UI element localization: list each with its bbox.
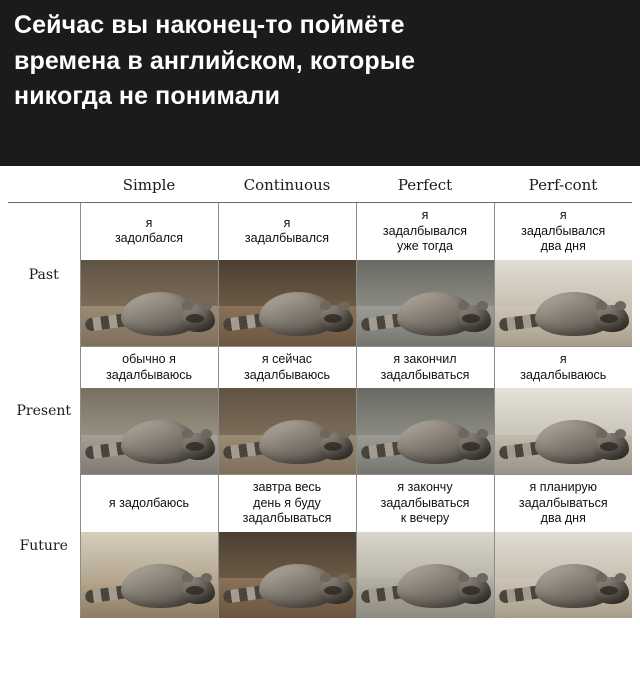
raccoon-ear-right xyxy=(339,301,350,310)
cell-text-line: я планирую xyxy=(529,480,598,495)
cell-past-perfect xyxy=(356,203,494,260)
table-row xyxy=(8,346,632,388)
raccoon-ear-left xyxy=(458,573,469,582)
photo-future-simple xyxy=(81,532,218,618)
cell-text-line: задалбываюсь xyxy=(106,367,192,382)
cell-text-line: я xyxy=(559,351,567,366)
cell-text-line: задалбывался xyxy=(521,223,606,238)
cell-text-line: я закончу xyxy=(397,480,453,495)
banner-line-2: времена в английском, которые xyxy=(14,46,416,75)
raccoon-ear-right xyxy=(477,301,488,310)
column-header-perfect: Perfect xyxy=(356,166,494,203)
raccoon-ear-right xyxy=(477,429,488,438)
raccoon-ear-left xyxy=(596,301,607,310)
raccoon-face-mask xyxy=(600,586,618,595)
photo-cell-past-perfect xyxy=(356,260,494,347)
raccoon-ear-right xyxy=(339,429,350,438)
cell-text-line: задалбываюсь xyxy=(520,367,607,382)
cell-text-line: два дня xyxy=(540,511,586,526)
raccoon-face-mask xyxy=(324,586,342,595)
cell-present-perfect xyxy=(356,346,494,388)
raccoon-ear-right xyxy=(201,301,212,310)
cell-text-line: завтра весь xyxy=(252,480,322,495)
cell-past-perf-cont xyxy=(494,203,632,260)
cell-text-line: задалбывался xyxy=(244,231,330,246)
row-header-present: Present xyxy=(8,346,80,474)
photo-present-simple xyxy=(81,388,218,474)
banner-line-1: Сейчас вы наконец-то поймёте xyxy=(14,11,405,39)
photo-cell-present-continuous xyxy=(218,388,356,475)
raccoon-face-mask xyxy=(186,586,204,595)
cell-text-line: задалбываться xyxy=(380,495,470,510)
raccoon-ear-right xyxy=(615,573,626,582)
photo-cell-past-perf-cont xyxy=(494,260,632,347)
photo-future-perfect xyxy=(357,532,494,618)
row-header-future: Future xyxy=(8,475,80,618)
cell-text-line: задалбываться xyxy=(242,511,332,526)
cell-text-line: я сейчас xyxy=(261,351,313,366)
banner xyxy=(0,0,640,166)
cell-present-perf-cont xyxy=(494,346,632,388)
raccoon-face-mask xyxy=(462,314,480,323)
photo-past-continuous xyxy=(219,260,356,346)
raccoon-ear-left xyxy=(458,301,469,310)
raccoon-ear-right xyxy=(339,573,350,582)
cell-text-line: я xyxy=(421,208,429,222)
table-row xyxy=(8,203,632,260)
cell-future-simple xyxy=(80,475,218,532)
raccoon-ear-left xyxy=(182,301,193,310)
photo-cell-future-simple xyxy=(80,532,218,618)
cell-text-line: я закончил xyxy=(393,351,457,366)
tense-table xyxy=(8,166,632,618)
cell-past-continuous xyxy=(218,203,356,260)
cell-future-perf-cont xyxy=(494,475,632,532)
cell-text-line: два дня xyxy=(540,239,586,254)
tense-table-body xyxy=(8,166,632,618)
raccoon-ear-right xyxy=(201,573,212,582)
photo-past-simple xyxy=(81,260,218,346)
raccoon-ear-right xyxy=(615,429,626,438)
raccoon-ear-left xyxy=(458,429,469,438)
cell-text-line: я xyxy=(145,215,153,230)
raccoon-ear-left xyxy=(320,301,331,310)
raccoon-face-mask xyxy=(186,314,204,323)
photo-future-continuous xyxy=(219,532,356,618)
raccoon-ear-right xyxy=(477,573,488,582)
table-corner-cell xyxy=(8,166,80,203)
column-header-simple: Simple xyxy=(80,166,218,203)
photo-present-continuous xyxy=(219,388,356,474)
row-header-past: Past xyxy=(8,203,80,347)
cell-present-simple xyxy=(80,346,218,388)
raccoon-ear-right xyxy=(201,429,212,438)
column-header-perf-cont: Perf-cont xyxy=(494,166,632,203)
raccoon-ear-left xyxy=(182,573,193,582)
cell-text-line: я xyxy=(283,215,291,230)
raccoon-face-mask xyxy=(324,314,342,323)
cell-text-line: день я буду xyxy=(253,495,321,510)
table-row xyxy=(8,475,632,532)
cell-present-continuous xyxy=(218,346,356,388)
raccoon-ear-left xyxy=(596,573,607,582)
cell-text-line: задалбываться xyxy=(518,495,608,510)
cell-text-line: обычно я xyxy=(122,351,176,366)
raccoon-face-mask xyxy=(600,442,618,451)
photo-past-perfect-continuous xyxy=(495,260,633,346)
table-photo-row xyxy=(8,388,632,475)
table-header-row xyxy=(8,166,632,203)
photo-present-perfect xyxy=(357,388,494,474)
raccoon-ear-left xyxy=(596,429,607,438)
raccoon-face-mask xyxy=(600,314,618,323)
photo-future-perfect-continuous xyxy=(495,532,633,618)
raccoon-ear-left xyxy=(320,573,331,582)
cell-future-perfect xyxy=(356,475,494,532)
photo-cell-present-simple xyxy=(80,388,218,475)
cell-text-line: уже тогда xyxy=(397,239,453,254)
photo-cell-future-perfect xyxy=(356,532,494,618)
photo-cell-present-perfect xyxy=(356,388,494,475)
photo-cell-past-simple xyxy=(80,260,218,347)
cell-text-line: задалбываться xyxy=(380,367,470,382)
photo-cell-present-perf-cont xyxy=(494,388,632,475)
table-photo-row xyxy=(8,260,632,347)
cell-text-line: задалбываюсь xyxy=(244,367,330,382)
column-header-continuous: Continuous xyxy=(218,166,356,203)
photo-cell-future-continuous xyxy=(218,532,356,618)
cell-text-line: я задолбаюсь xyxy=(108,495,190,510)
banner-line-3: никогда не понимали xyxy=(14,82,281,110)
photo-cell-future-perf-cont xyxy=(494,532,632,618)
cell-text-line: я xyxy=(559,208,567,222)
raccoon-face-mask xyxy=(186,442,204,451)
raccoon-face-mask xyxy=(462,442,480,451)
table-photo-row xyxy=(8,532,632,618)
photo-cell-past-continuous xyxy=(218,260,356,347)
raccoon-face-mask xyxy=(324,442,342,451)
cell-future-continuous xyxy=(218,475,356,532)
photo-present-perfect-continuous xyxy=(495,388,633,474)
raccoon-ear-left xyxy=(182,429,193,438)
cell-text-line: задалбывался xyxy=(382,223,468,238)
photo-past-perfect xyxy=(357,260,494,346)
cell-text-line: к вечеру xyxy=(400,511,450,526)
raccoon-ear-left xyxy=(320,429,331,438)
raccoon-face-mask xyxy=(462,586,480,595)
raccoon-ear-right xyxy=(615,301,626,310)
cell-past-simple xyxy=(80,203,218,260)
tense-table-wrapper xyxy=(0,166,640,683)
cell-text-line: задолбался xyxy=(114,231,184,246)
